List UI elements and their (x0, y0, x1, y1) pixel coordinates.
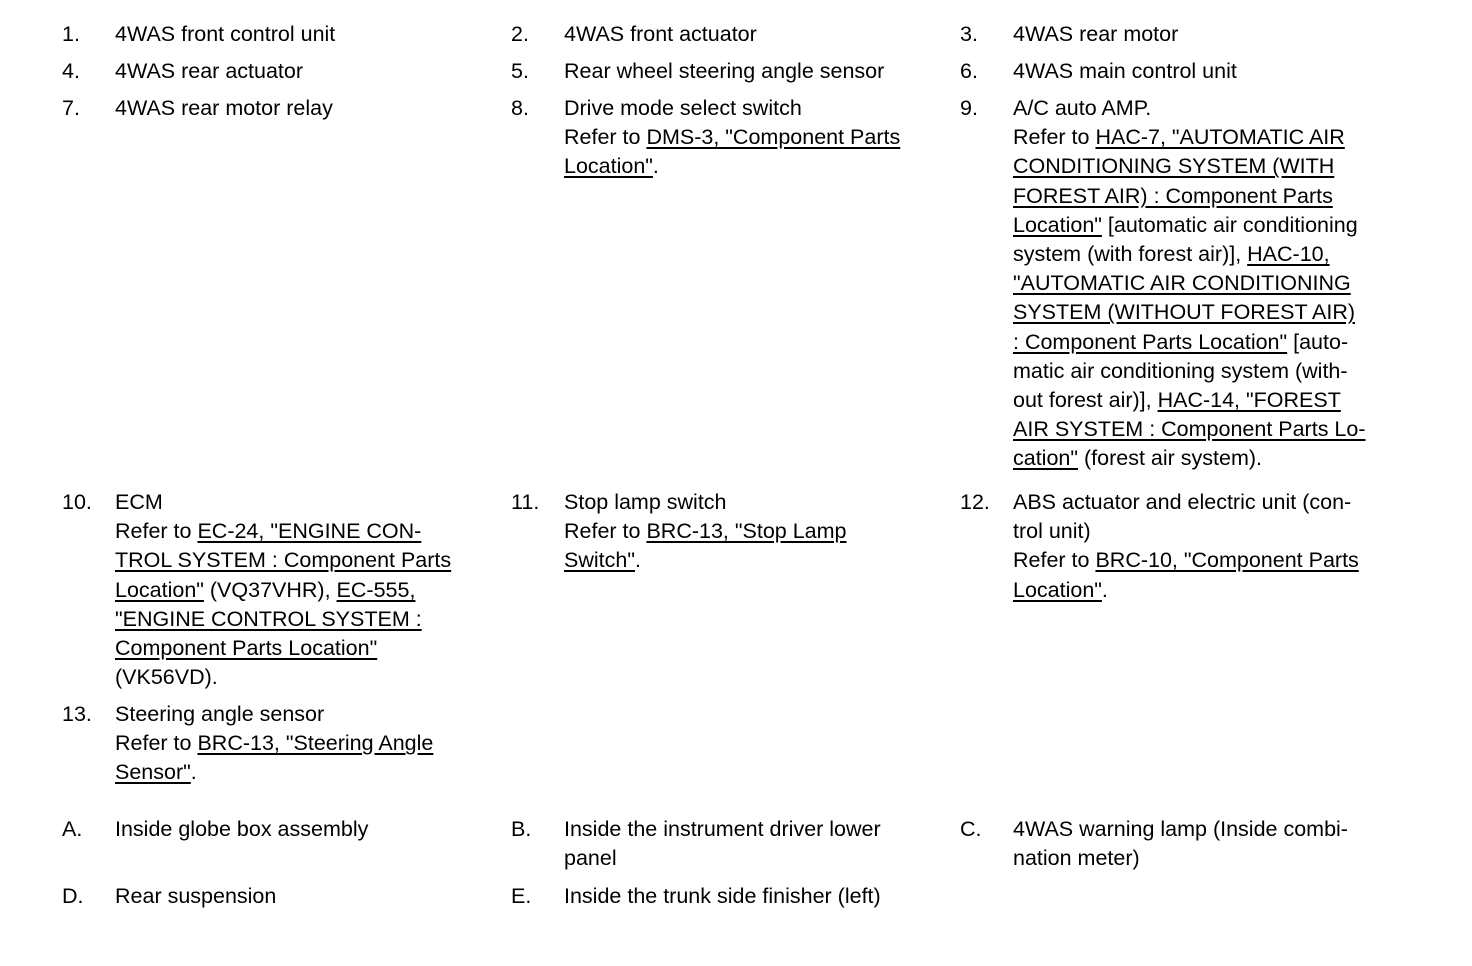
text-line (1013, 844, 1395, 873)
reference-link[interactable]: Component Parts Location" (115, 636, 378, 661)
text-segment: [automatic air conditioning (1101, 212, 1358, 237)
reference-link[interactable]: BRC-13, "Stop Lamp (646, 519, 847, 544)
text-segment: matic air conditioning system (with- (1013, 358, 1348, 383)
text-line (1013, 444, 1395, 473)
reference-link[interactable]: TROL SYSTEM : Component Parts (115, 548, 452, 573)
text-line (1013, 240, 1395, 269)
reference-link[interactable]: FOREST AIR) : Component Parts (1013, 183, 1333, 208)
item-text (115, 700, 497, 788)
reference-link[interactable]: : Component Parts Location" (1013, 329, 1288, 354)
text-segment: 4WAS front actuator (564, 22, 757, 46)
item-number: 4. (62, 59, 80, 83)
text-segment: panel (564, 846, 617, 871)
text-line (115, 576, 497, 605)
text-line (1013, 152, 1395, 181)
text-line (115, 758, 497, 787)
text-segment: nation meter) (1013, 846, 1140, 871)
item-number: 9. (960, 96, 978, 120)
item-letter: E. (511, 884, 532, 908)
item-number: 3. (960, 22, 978, 46)
item-number: 5. (511, 59, 529, 83)
text-segment: 4WAS front control unit (115, 22, 336, 46)
reference-link[interactable]: cation" (1013, 446, 1079, 471)
text-segment: Inside globe box assembly (115, 817, 369, 841)
text-segment: . (634, 548, 641, 573)
item-text (1013, 488, 1395, 605)
reference-link[interactable]: Switch" (564, 548, 635, 573)
text-segment: out forest air)], (1013, 388, 1158, 413)
text-segment: Refer to (115, 519, 198, 544)
item-text (115, 488, 497, 692)
text-segment: 4WAS rear motor relay (115, 96, 333, 120)
text-line (1013, 94, 1395, 123)
text-line (1013, 546, 1395, 575)
text-line (1013, 576, 1395, 605)
text-line (115, 57, 497, 86)
item-text (1013, 57, 1395, 86)
text-line (115, 700, 497, 729)
item-text (1013, 94, 1395, 474)
text-line (564, 57, 946, 86)
item-text (564, 94, 946, 182)
reference-link[interactable]: HAC-14, "FOREST (1157, 388, 1341, 413)
reference-link[interactable]: BRC-13, "Steering Angle (197, 731, 434, 756)
reference-link[interactable]: AIR SYSTEM : Component Parts Lo- (1013, 417, 1366, 442)
text-line (115, 94, 497, 123)
text-line (115, 605, 497, 634)
text-segment: Refer to (1013, 125, 1096, 150)
item-number: 11. (511, 490, 540, 514)
text-segment: . (190, 760, 197, 785)
reference-link[interactable]: HAC-7, "AUTOMATIC AIR (1095, 125, 1345, 150)
reference-link[interactable]: Location" (115, 577, 204, 602)
item-number: 8. (511, 96, 529, 120)
item-letter: A. (62, 817, 83, 841)
text-segment: Rear suspension (115, 884, 277, 908)
text-line (564, 152, 946, 181)
item-letter: D. (62, 884, 84, 908)
reference-link[interactable]: DMS-3, "Component Parts (646, 125, 901, 150)
text-segment: Stop lamp switch (564, 490, 727, 514)
item-text (115, 94, 497, 123)
text-segment: Rear wheel steering angle sensor (564, 59, 885, 83)
text-segment: 4WAS main control unit (1013, 59, 1237, 83)
text-line (564, 20, 946, 49)
text-segment: . (652, 154, 659, 179)
text-segment: (forest air system). (1078, 446, 1262, 471)
text-segment: 4WAS rear motor (1013, 22, 1179, 46)
text-line (115, 20, 497, 49)
text-line (1013, 298, 1395, 327)
text-segment: Refer to (115, 731, 198, 756)
text-line (1013, 123, 1395, 152)
reference-link[interactable]: Sensor" (115, 760, 191, 785)
item-number: 2. (511, 22, 529, 46)
text-segment: ABS actuator and electric unit (con- (1013, 490, 1352, 514)
text-line (115, 546, 497, 575)
text-segment: (VQ37VHR), (203, 577, 337, 602)
item-text (1013, 20, 1395, 49)
item-letter: B. (511, 817, 532, 841)
text-line (564, 882, 946, 911)
text-line (1013, 20, 1395, 49)
text-segment: Inside the trunk side finisher (left) (564, 884, 881, 908)
text-line (1013, 517, 1395, 546)
text-line (115, 882, 497, 911)
item-number: 6. (960, 59, 978, 83)
reference-link[interactable]: "AUTOMATIC AIR CONDITIONING (1013, 271, 1351, 296)
item-text (564, 815, 946, 873)
text-line (115, 663, 497, 692)
text-line (564, 844, 946, 873)
text-line (1013, 328, 1395, 357)
text-line (564, 546, 946, 575)
text-line (1013, 357, 1395, 386)
reference-link[interactable]: Location" (564, 154, 653, 179)
text-segment: [auto- (1287, 329, 1349, 354)
text-segment: Refer to (1013, 548, 1096, 573)
text-line (564, 123, 946, 152)
item-number: 12. (960, 490, 990, 514)
reference-link[interactable]: BRC-10, "Component Parts (1095, 548, 1359, 573)
text-line (564, 488, 946, 517)
text-segment: ECM (115, 490, 163, 514)
reference-link[interactable]: HAC-10, (1247, 242, 1330, 267)
text-segment: system (with forest air)], (1013, 242, 1248, 267)
item-text (115, 57, 497, 86)
item-number: 7. (62, 96, 80, 120)
text-line (1013, 269, 1395, 298)
text-line (1013, 182, 1395, 211)
reference-link[interactable]: SYSTEM (WITHOUT FOREST AIR) (1013, 300, 1356, 325)
text-line (115, 634, 497, 663)
text-line (115, 517, 497, 546)
text-segment: 4WAS warning lamp (Inside combi- (1013, 817, 1348, 841)
text-line (564, 94, 946, 123)
text-segment: trol unit) (1013, 519, 1091, 544)
text-line (564, 517, 946, 546)
reference-link[interactable]: Location" (1013, 212, 1102, 237)
item-number: 10. (62, 490, 92, 514)
text-line (115, 729, 497, 758)
text-line (1013, 386, 1395, 415)
text-line (115, 488, 497, 517)
reference-link[interactable]: EC-555, (336, 577, 416, 602)
item-text (564, 882, 946, 911)
text-line (1013, 57, 1395, 86)
item-text (115, 815, 497, 844)
text-segment: Drive mode select switch (564, 96, 802, 120)
text-line (1013, 815, 1395, 844)
text-segment: . (1101, 577, 1108, 602)
item-text (115, 882, 497, 911)
item-text (564, 57, 946, 86)
text-line (1013, 211, 1395, 240)
reference-link[interactable]: Location" (1013, 577, 1102, 602)
text-line (1013, 488, 1395, 517)
text-segment: Refer to (564, 125, 647, 150)
text-segment: Inside the instrument driver lower (564, 817, 881, 841)
item-text (564, 488, 946, 576)
text-segment: A/C auto AMP. (1013, 96, 1152, 120)
text-segment: Refer to (564, 519, 647, 544)
item-text (1013, 815, 1395, 873)
text-line (564, 815, 946, 844)
reference-link[interactable]: "ENGINE CONTROL SYSTEM : (115, 606, 422, 631)
text-line (1013, 415, 1395, 444)
item-number: 13. (62, 702, 92, 726)
item-letter: C. (960, 817, 982, 841)
item-text (115, 20, 497, 49)
text-line (115, 815, 497, 844)
item-number: 1. (62, 22, 80, 46)
text-segment: 4WAS rear actuator (115, 59, 303, 83)
reference-link[interactable]: CONDITIONING SYSTEM (WITH (1013, 154, 1335, 179)
reference-link[interactable]: EC-24, "ENGINE CON- (197, 519, 422, 544)
text-segment: (VK56VD). (115, 665, 218, 690)
text-segment: Steering angle sensor (115, 702, 325, 726)
item-text (564, 20, 946, 49)
